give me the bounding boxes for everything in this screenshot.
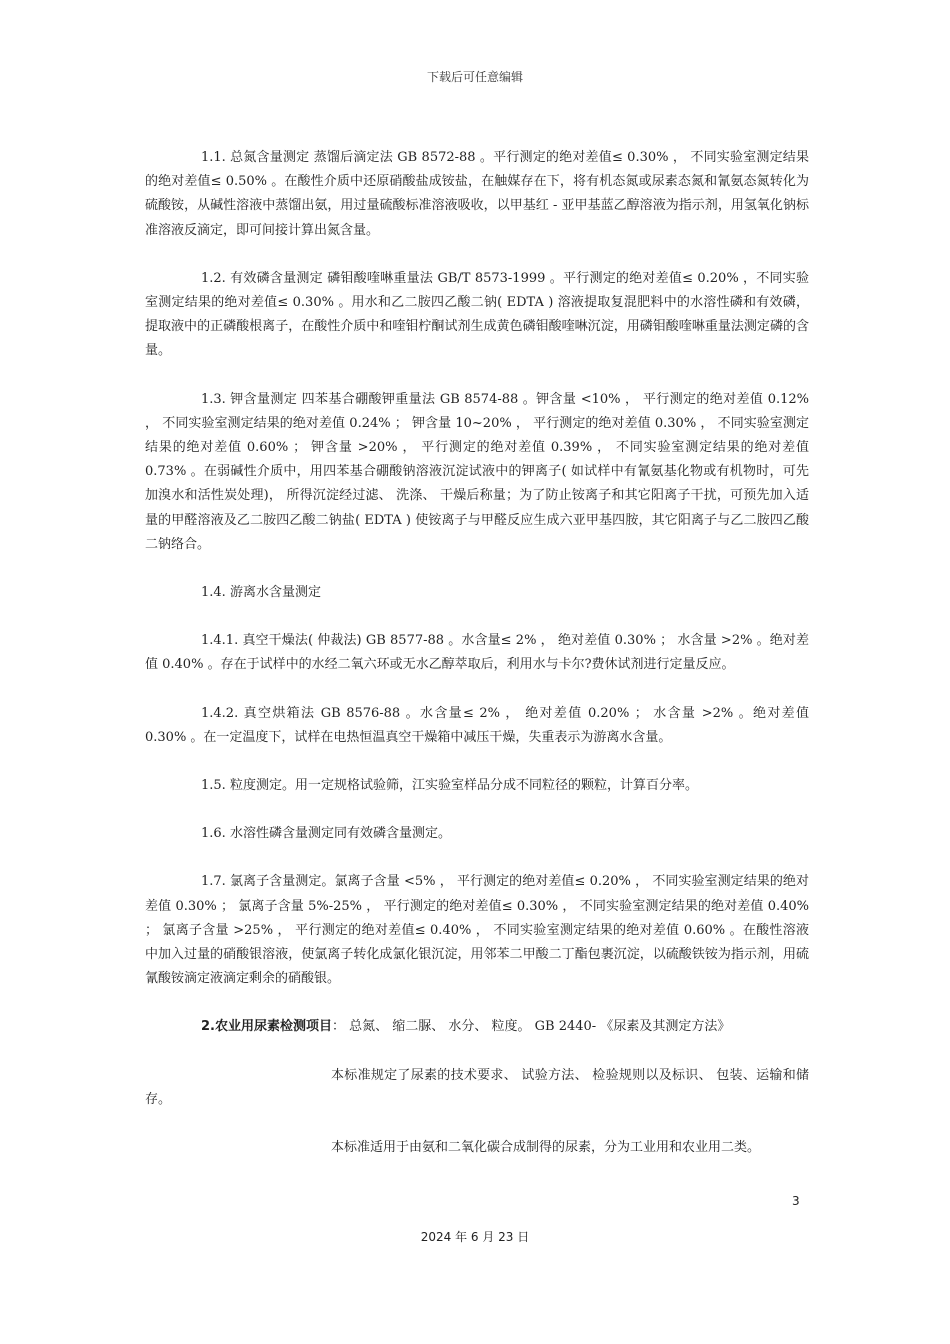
paragraph-1-4-2: 1.4.2. 真空烘箱法 GB 8576-88 。水含量≤ 2% ， 绝对差值 0.20% ； 水含量 >2% 。绝对差值 0.30% 。在一定温度下，试样在电热恒温真空干燥箱中减压干燥，失重表示为游离水含量。 — [145, 705, 809, 745]
paragraph-apply: 本标准适用于由氨和二氧化碳合成制得的尿素，分为工业用和农业用二类。 — [331, 1140, 761, 1156]
paragraph-1-5: 1.5. 粒度测定。用一定规格试验筛，江实验室样品分成不同粒径的颗粒，计算百分率。 — [201, 778, 698, 794]
paragraph-1-6: 1.6. 水溶性磷含量测定同有效磷含量测定。 — [201, 826, 451, 842]
paragraph-1-4-1: 1.4.1. 真空干燥法( 仲裁法) GB 8577-88 。水含量≤ 2% ， 绝对差值 0.30% ； 水含量 >2% 。绝对差值 0.40% 。存在于试样中的水经二氧六环或无水乙醇萃取后，利用水与卡尔?费休试剂进行定量反应。 — [145, 633, 809, 673]
footer-date: 2024 年 6 月 23 日 — [420, 1230, 530, 1244]
paragraph-scope: 本标准规定了尿素的技术要求、 试验方法、 检验规则以及标识、 包装、运输和储存。 — [145, 1067, 809, 1107]
document-body — [145, 146, 809, 1184]
section-2-heading — [145, 1015, 809, 1039]
paragraph-1-2: 1.2. 有效磷含量测定 磷钼酸喹啉重量法 GB/T 8573-1999 。平行测定的绝对差值≤ 0.20% ，不同实验室测定结果的绝对差值≤ 0.30% 。用水和乙二胺四乙酸二钠( EDTA ) 溶液提取复混肥料中的水溶性磷和有效磷，提取液中的正磷酸根离子，在酸性介质中和喹钼柠酮试剂生成黄色磷钼酸喹啉沉淀，用磷钼酸喹啉重量法测定磷的含量。 — [145, 270, 809, 359]
section-2-title: 2.农业用尿素检测项目 — [201, 1019, 332, 1035]
paragraph-1-7: 1.7. 氯离子含量测定。氯离子含量 <5% ， 平行测定的绝对差值≤ 0.20% ， 不同实验室测定结果的绝对差值 0.30% ； 氯离子含量 5%-25% ， 平行测定的绝对差值≤ 0.30% ， 不同实验室测定结果的绝对差值 0.40% ； 氯离子含量 >25% ， 平行测定的绝对差值≤ 0.40% ， 不同实验室测定结果的绝对差值 0.60% 。在酸性溶液中加入过量的硝酸银溶液，使氯离子转化成氯化银沉淀，用邻苯二甲酸二丁酯包裹沉淀，以硫酸铁铵为指示剂，用硫氰酸铵滴定液滴定剩余的硝酸银。 — [145, 874, 809, 987]
page-header: 下载后可任意编辑 — [426, 70, 523, 84]
section-2-rest: ： 总氮、 缩二脲、 水分、 粒度。 GB 2440- 《尿素及其测定方法》 — [331, 1019, 731, 1035]
paragraph-1-1: 1.1. 总氮含量测定 蒸馏后滴定法 GB 8572-88 。平行测定的绝对差值≤ 0.30% ， 不同实验室测定结果的绝对差值≤ 0.50% 。在酸性介质中还原硝酸盐成铵盐，在触媒存在下，将有机态氮或尿素态氮和氰氨态氮转化为硫酸铵，从碱性溶液中蒸馏出氨，用过量硫酸标准溶液吸收，以甲基红 - 亚甲基蓝乙醇溶液为指示剂，用氢氧化钠标准溶液反滴定，即可间接计算出氮含量。 — [145, 150, 809, 238]
paragraph-1-4: 1.4. 游离水含量测定 — [201, 585, 321, 601]
paragraph-1-3: 1.3. 钾含量测定 四苯基合硼酸钾重量法 GB 8574-88 。钾含量 <10% ， 平行测定的绝对差值 0.12% ， 不同实验室测定结果的绝对差值 0.24% ； 钾含量 10~20% ， 平行测定的绝对差值 0.30% ， 不同实验室测定结果的绝对差值 0.60% ； 钾含量 >20% ， 平行测定的绝对差值 0.39% ， 不同实验室测定结果的绝对差值 0.73% 。在弱碱性介质中，用四苯基合硼酸钠溶液沉淀试液中的钾离子( 如试样中有氰氨基化物或有机物时，可先加溴水和活性炭处理)， 所得沉淀经过滤、 洗涤、 干燥后称量；为了防止铵离子和其它阳离子干扰，可预先加入适量的甲醛溶液及乙二胺四乙酸二钠盐( EDTA ) 使铵离子与甲醛反应生成六亚甲基四胺，其它阳离子与乙二胺四乙酸二钠络合。 — [145, 391, 809, 552]
page-number: 3 — [792, 1194, 800, 1208]
